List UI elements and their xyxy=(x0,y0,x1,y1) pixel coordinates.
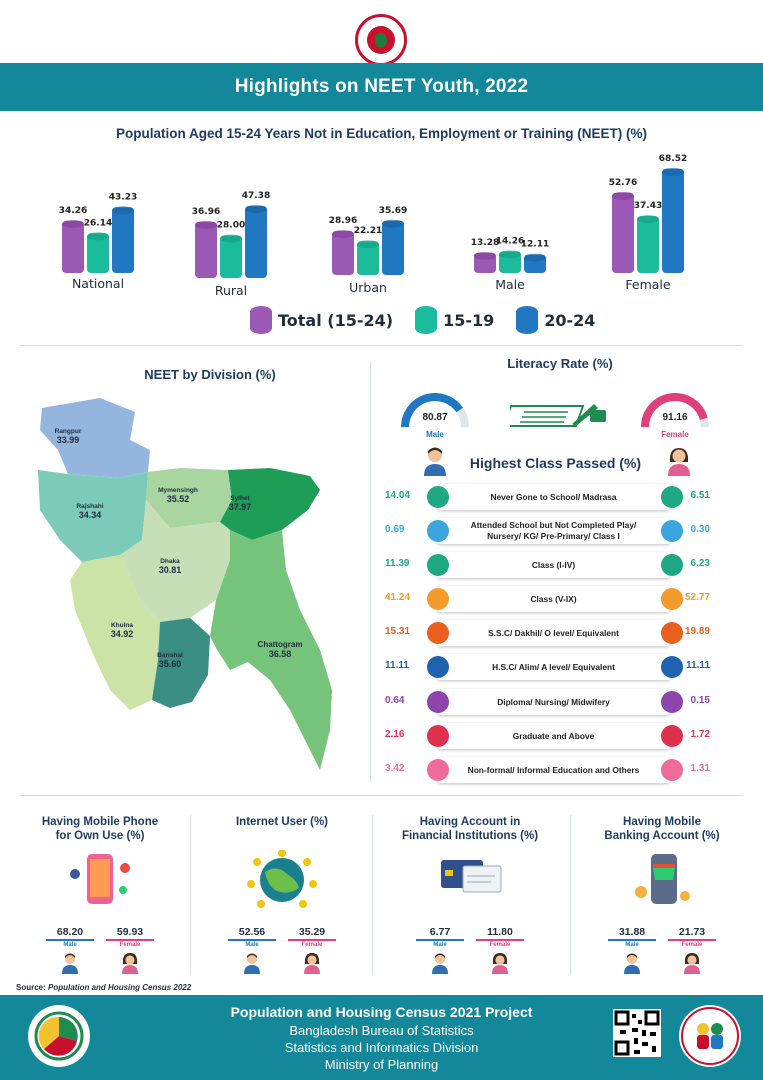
footer-ministry: Ministry of Planning xyxy=(324,1057,439,1072)
division-name: Sylhet xyxy=(230,495,250,502)
bar-national-0 xyxy=(62,220,84,273)
male-avatar-icon xyxy=(431,952,449,974)
divider-top xyxy=(20,345,743,346)
female-avatar-icon xyxy=(683,952,701,974)
bar-label-urban-2: 35.69 xyxy=(378,205,408,216)
bar-label-rural-1: 28.00 xyxy=(216,220,246,231)
legend-label-total: Total (15-24) xyxy=(278,310,394,330)
class-row xyxy=(385,552,710,578)
female-avatar-icon xyxy=(491,952,509,974)
division-name: Khulna xyxy=(110,622,134,629)
bar-urban-0 xyxy=(332,230,354,275)
division-name: Rangpur xyxy=(54,428,82,435)
legend-item-total xyxy=(250,306,393,334)
page-title: Highlights on NEET Youth, 2022 xyxy=(234,76,529,97)
category-label-rural: Rural xyxy=(214,283,248,298)
bar-label-urban-1: 22.21 xyxy=(353,226,383,237)
class-row xyxy=(385,757,710,783)
highest-class-title: Highest Class Passed (%) xyxy=(469,455,642,471)
class-label: Class (I-IV) xyxy=(437,552,670,578)
stat-female-label: Female xyxy=(489,942,511,948)
class-row xyxy=(385,654,710,680)
mobile-banking-icon xyxy=(627,850,697,910)
division-title: NEET by Division (%) xyxy=(144,367,276,382)
footer-project: Population and Housing Census 2021 Project xyxy=(230,1004,533,1020)
class-label: Graduate and Above xyxy=(437,723,670,749)
division-value: 35.60 xyxy=(158,659,182,669)
stat-title-line1: Having Account in xyxy=(419,816,521,828)
divider-bottom xyxy=(20,795,743,796)
stat-divider xyxy=(190,815,191,975)
class-female-value: 0.30 xyxy=(690,524,710,535)
class-row xyxy=(385,723,710,749)
class-row xyxy=(385,484,710,510)
stat-male-underline xyxy=(608,939,656,941)
class-male-value: 0.69 xyxy=(385,524,405,535)
legend-swatch-15-19 xyxy=(415,306,437,334)
stat-female-label: Female xyxy=(119,942,141,948)
chart-legend xyxy=(250,306,595,334)
legend-item-15-19 xyxy=(415,306,494,334)
stat-male-value: 31.88 xyxy=(618,926,646,938)
literacy-female-value: 91.16 xyxy=(662,412,688,423)
bar-urban-1 xyxy=(357,240,379,275)
stat-female-value: 35.29 xyxy=(298,926,326,938)
bar-label-national-2: 43.23 xyxy=(108,192,138,203)
class-male-value: 15.31 xyxy=(385,626,411,637)
internet-globe-icon xyxy=(247,850,317,910)
source-note xyxy=(16,983,191,992)
bar-male-0 xyxy=(474,252,496,273)
literacy-female-label: Female xyxy=(661,430,689,439)
stat-female-underline xyxy=(106,939,154,941)
stat-female-underline xyxy=(668,939,716,941)
neet-chart-title: Population Aged 15-24 Years Not in Education, Employment or Training (NEET) (%) xyxy=(115,126,648,141)
category-label-female: Female xyxy=(625,277,671,292)
stat-title-line1: Having Mobile xyxy=(623,816,701,828)
stat-female-underline xyxy=(476,939,524,941)
stat-title xyxy=(192,815,372,829)
stat-title-line1: Having Mobile Phone xyxy=(41,816,159,828)
division-name: Chattogram xyxy=(257,640,303,649)
category-label-urban: Urban xyxy=(349,280,387,295)
stat-male-label: Male xyxy=(625,942,639,948)
stat-title-line2: for Own Use (%) xyxy=(55,830,145,842)
stat-title-line1: Internet User (%) xyxy=(235,816,329,828)
bar-label-rural-2: 47.38 xyxy=(241,190,271,201)
footer xyxy=(0,995,763,1080)
stat-female-label: Female xyxy=(301,942,323,948)
legend-label-15-19: 15-19 xyxy=(443,310,495,330)
class-marker-male xyxy=(427,725,449,747)
male-avatar-icon xyxy=(423,446,447,476)
stat-title xyxy=(572,815,752,843)
stat-female-value: 11.80 xyxy=(487,926,513,938)
neet-bar-chart xyxy=(0,140,763,305)
class-label: Attended School but Not Completed Play/ Nursery/ KG/ Pre-Primary/ Class I xyxy=(437,518,670,544)
class-marker-male xyxy=(427,588,449,610)
class-marker-male xyxy=(427,622,449,644)
class-row xyxy=(385,586,710,612)
bar-national-1 xyxy=(87,232,109,273)
class-female-value: 11.11 xyxy=(686,660,710,671)
literacy-title: Literacy Rate (%) xyxy=(507,356,613,371)
literacy-gauge-male xyxy=(400,393,470,441)
class-male-value: 11.39 xyxy=(385,558,410,569)
class-marker-male xyxy=(427,656,449,678)
division-value: 37.97 xyxy=(228,502,252,512)
stat-divider xyxy=(372,815,373,975)
legend-label-20-24: 20-24 xyxy=(544,310,596,330)
bar-label-rural-0: 36.96 xyxy=(191,206,221,217)
bar-label-female-1: 37.43 xyxy=(633,201,663,212)
division-name: Dhaka xyxy=(160,558,180,565)
bar-rural-0 xyxy=(195,221,217,278)
footer-bureau: Bangladesh Bureau of Statistics xyxy=(289,1023,474,1038)
class-female-value: 6.51 xyxy=(690,490,710,501)
class-female-value: 19.89 xyxy=(684,626,710,637)
stat-female-value: 59.93 xyxy=(116,926,144,938)
class-label: Non-formal/ Informal Education and Others xyxy=(437,757,670,783)
census-mascot-logo xyxy=(679,1005,741,1067)
stat-male-label: Male xyxy=(433,942,447,948)
division-value: 34.92 xyxy=(110,629,134,639)
class-marker-male xyxy=(427,520,449,542)
bar-urban-2 xyxy=(382,220,404,275)
stat-male-label: Male xyxy=(245,942,259,948)
class-marker-male xyxy=(427,691,449,713)
male-avatar-icon xyxy=(61,952,79,974)
literacy-male-value: 80.87 xyxy=(422,412,448,423)
bar-male-1 xyxy=(499,250,521,273)
divider-middle xyxy=(370,362,371,782)
bar-label-male-1: 14.26 xyxy=(495,236,525,247)
bar-label-male-0: 13.28 xyxy=(470,237,500,248)
class-male-value: 3.42 xyxy=(385,763,405,774)
bar-rural-1 xyxy=(220,234,242,278)
stat-title-line2: Banking Account (%) xyxy=(604,830,720,842)
footer-division: Statistics and Informatics Division xyxy=(284,1040,479,1055)
division-value: 30.81 xyxy=(158,565,182,575)
class-label: S.S.C/ Dakhil/ O level/ Equivalent xyxy=(437,620,670,646)
class-male-value: 0.64 xyxy=(385,695,405,706)
stat-male-underline xyxy=(46,939,94,941)
class-row xyxy=(385,518,710,544)
category-label-male: Male xyxy=(495,277,525,292)
division-name: Barishal xyxy=(157,652,183,659)
class-label: Never Gone to School/ Madrasa xyxy=(437,484,670,510)
writing-pen-icon xyxy=(510,398,608,430)
stat-title-line2: Financial Institutions (%) xyxy=(401,830,539,842)
title-bar xyxy=(0,63,763,111)
class-female-value: 52.77 xyxy=(684,592,710,603)
stat-male-label: Male xyxy=(63,942,77,948)
division-label-mymensingh xyxy=(148,487,208,504)
class-female-value: 6.23 xyxy=(690,558,710,569)
legend-swatch-20-24 xyxy=(516,306,538,334)
male-avatar-icon xyxy=(623,952,641,974)
category-label-national: National xyxy=(71,276,125,291)
class-male-value: 2.16 xyxy=(385,729,405,740)
class-marker-male xyxy=(427,486,449,508)
division-name: Mymensingh xyxy=(158,487,198,494)
division-value: 34.34 xyxy=(78,510,102,520)
bar-male-2 xyxy=(524,254,546,273)
division-value: 35.52 xyxy=(166,494,190,504)
bank-card-icon xyxy=(435,850,505,910)
bar-label-national-0: 34.26 xyxy=(58,205,88,216)
bar-rural-2 xyxy=(245,205,267,278)
bar-label-female-2: 68.52 xyxy=(658,153,688,164)
division-label-rangpur xyxy=(38,428,98,445)
legend-swatch-total xyxy=(250,306,272,334)
stat-female-value: 21.73 xyxy=(678,926,706,938)
division-value: 36.58 xyxy=(268,649,292,659)
division-label-sylhet xyxy=(210,495,270,512)
class-female-value: 1.72 xyxy=(690,729,710,740)
stat-female-underline xyxy=(288,939,336,941)
government-seal-logo xyxy=(355,14,407,66)
bar-label-urban-0: 28.96 xyxy=(328,215,358,226)
female-avatar-icon xyxy=(121,952,139,974)
bar-national-2 xyxy=(112,206,134,273)
class-female-value: 1.31 xyxy=(690,763,710,774)
class-female-value: 0.15 xyxy=(690,695,710,706)
class-male-value: 11.11 xyxy=(385,660,409,671)
mobile-phone-icon xyxy=(65,850,135,910)
literacy-gauge-female xyxy=(640,393,710,441)
division-label-rajshahi xyxy=(60,503,120,520)
female-avatar-icon xyxy=(303,952,321,974)
division-name: Rajshahi xyxy=(76,503,104,510)
qr-code-icon xyxy=(613,1009,661,1057)
class-marker-male xyxy=(427,759,449,781)
division-label-chattogram xyxy=(250,640,310,659)
stat-female-label: Female xyxy=(681,942,703,948)
stat-male-value: 52.56 xyxy=(238,926,266,938)
division-label-khulna xyxy=(92,622,152,639)
stat-title xyxy=(10,815,190,843)
class-marker-male xyxy=(427,554,449,576)
class-male-value: 41.24 xyxy=(385,592,411,603)
division-map xyxy=(20,390,350,780)
bar-label-male-2: 12.11 xyxy=(520,239,550,250)
source-prefix: Source: xyxy=(16,983,46,992)
stat-male-value: 68.20 xyxy=(56,926,84,938)
class-label: Class (V-IX) xyxy=(437,586,670,612)
bar-female-2 xyxy=(662,168,684,273)
bar-label-national-1: 26.14 xyxy=(83,218,113,229)
division-label-barishal xyxy=(140,652,200,669)
source-text: Population and Housing Census 2022 xyxy=(48,983,192,992)
class-row xyxy=(385,620,710,646)
stat-male-value: 6.77 xyxy=(429,926,451,938)
class-row xyxy=(385,689,710,715)
bar-label-female-0: 52.76 xyxy=(608,177,638,188)
bar-female-0 xyxy=(612,192,634,273)
male-avatar-icon xyxy=(243,952,261,974)
class-male-value: 14.04 xyxy=(385,490,411,501)
stat-male-underline xyxy=(416,939,464,941)
division-value: 33.99 xyxy=(56,435,80,445)
bar-female-1 xyxy=(637,215,659,273)
female-avatar-icon xyxy=(667,446,691,476)
class-label: H.S.C/ Alim/ A level/ Equivalent xyxy=(437,654,670,680)
literacy-male-label: Male xyxy=(426,430,444,439)
stat-title xyxy=(380,815,560,843)
stat-divider xyxy=(570,815,571,975)
stat-male-underline xyxy=(228,939,276,941)
class-label: Diploma/ Nursing/ Midwifery xyxy=(437,689,670,715)
legend-item-20-24 xyxy=(516,306,595,334)
division-label-dhaka xyxy=(140,558,200,575)
